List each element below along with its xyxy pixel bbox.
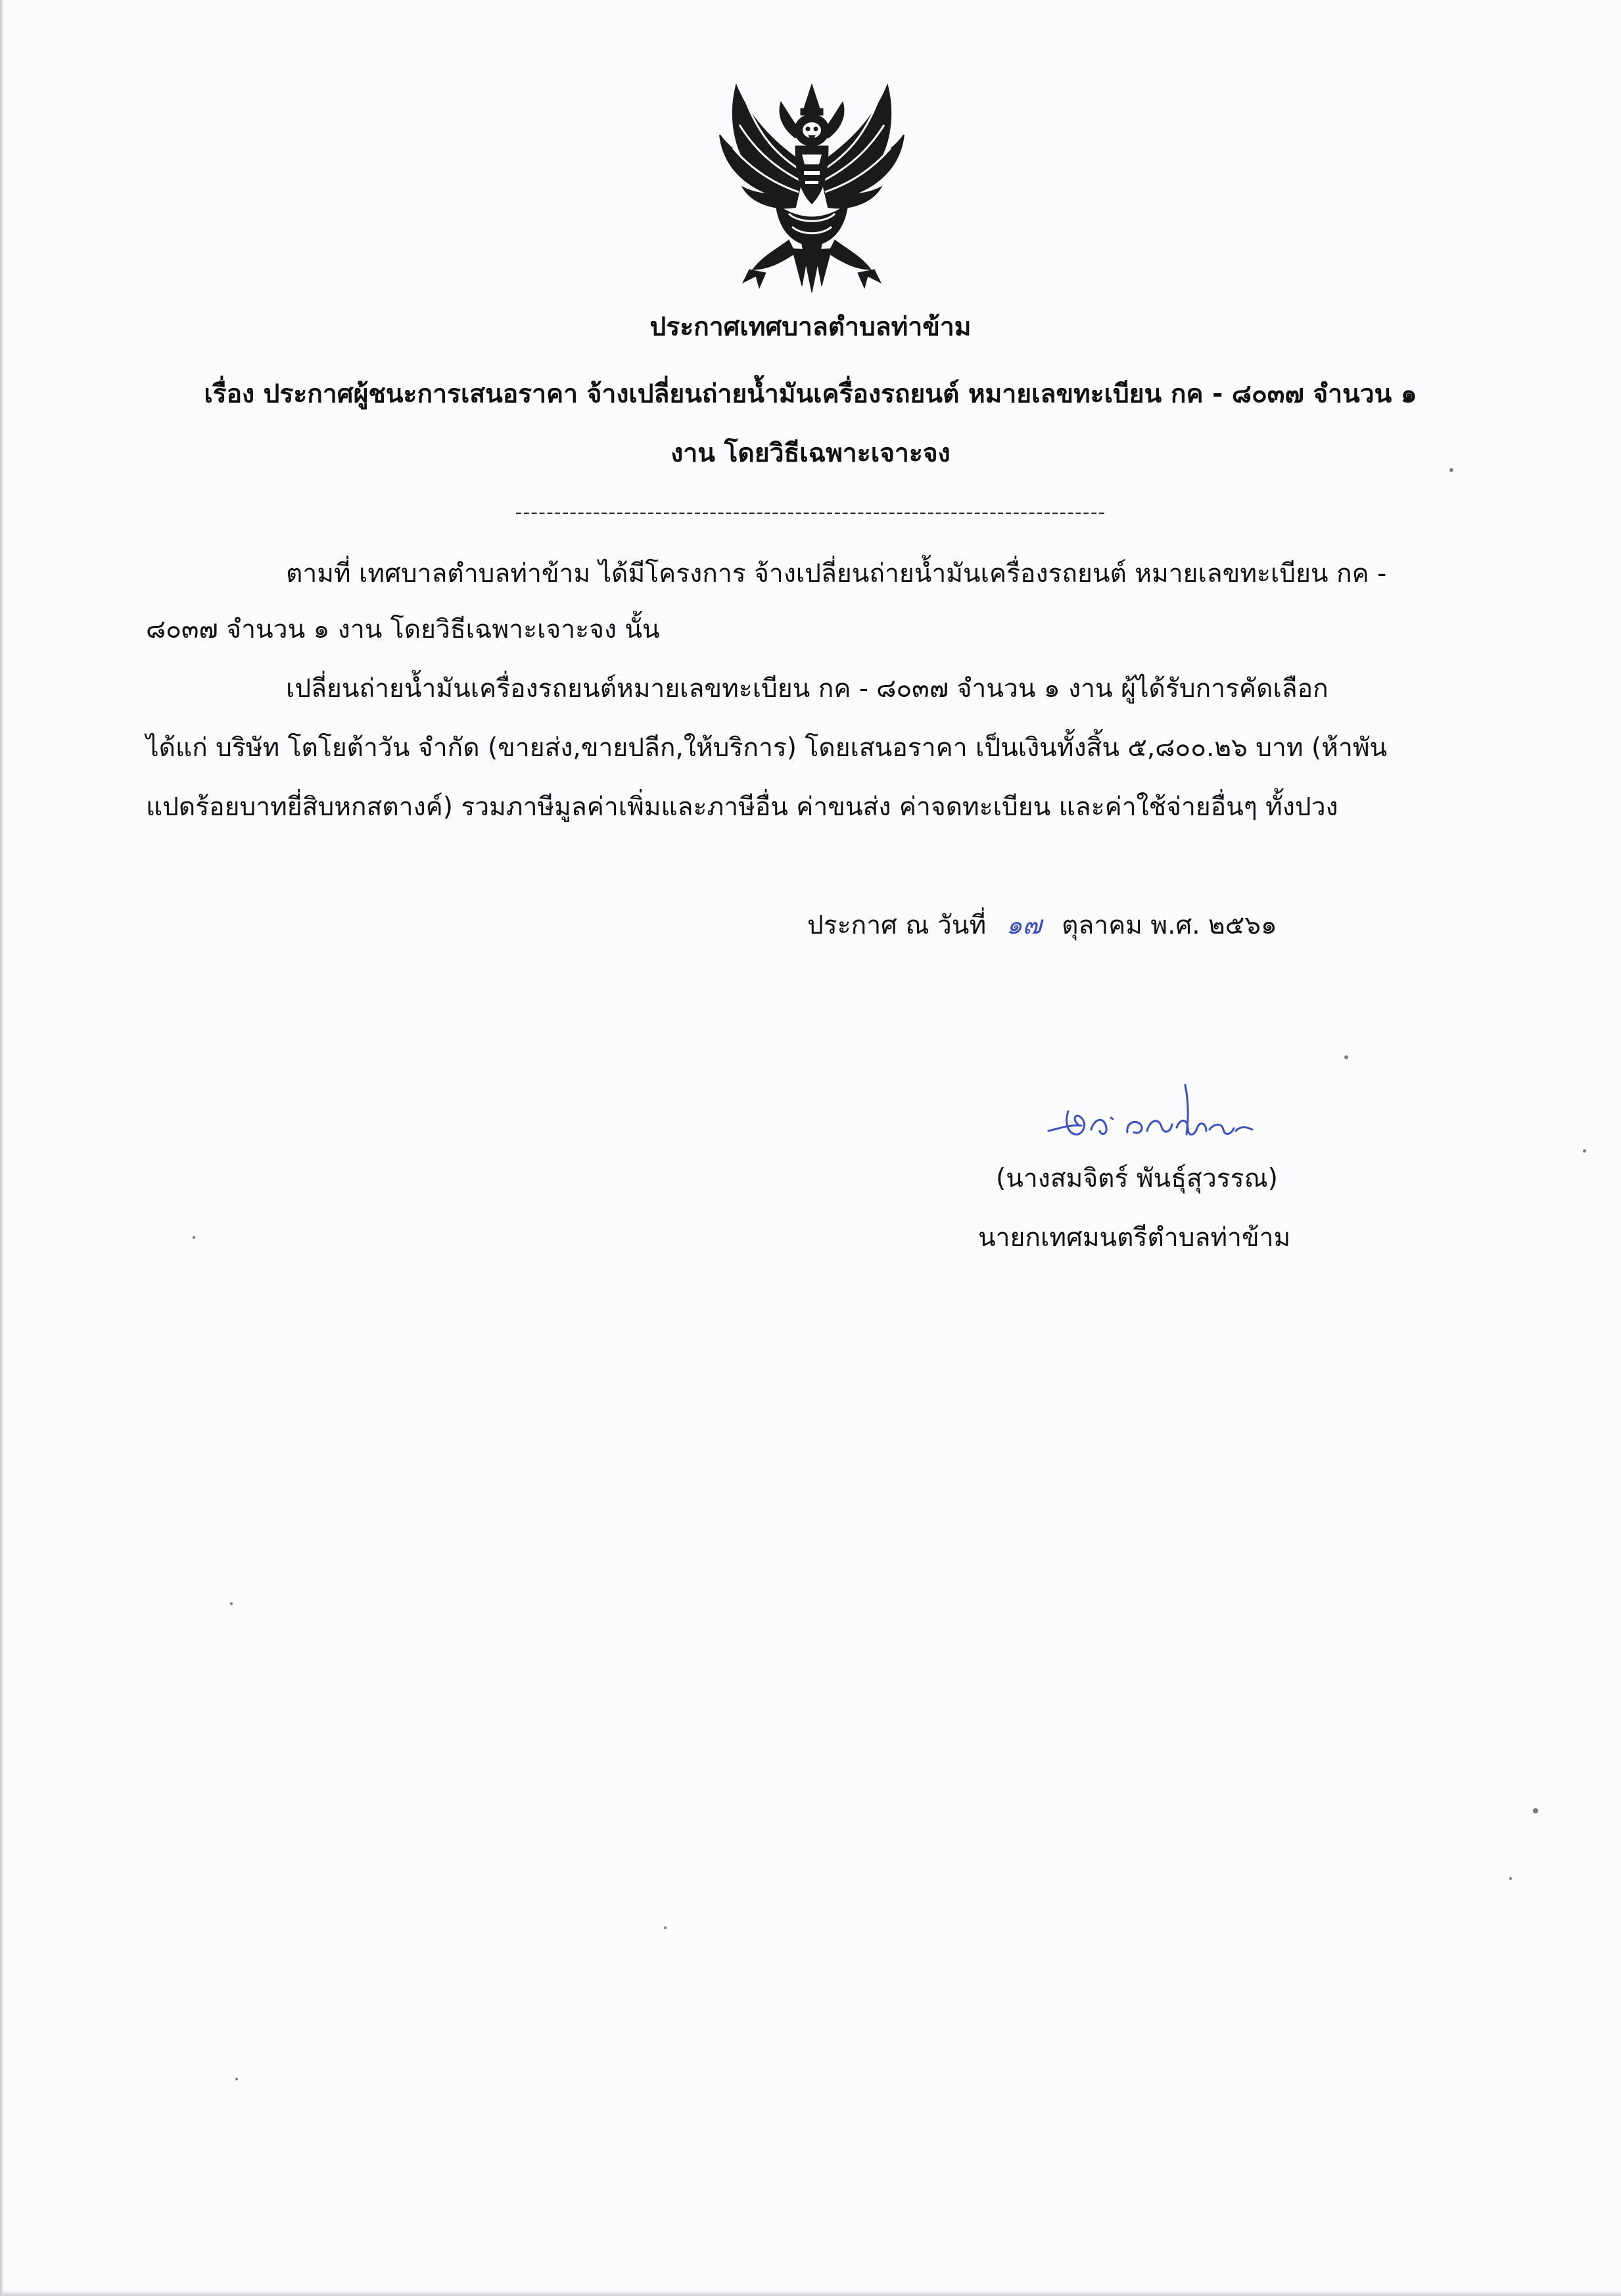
paragraph-1-line-1: ตามที่ เทศบาลตำบลท่าข้าม ได้มีโครงการ จ้างเปลี่ยนถ่ายน้ำมันเครื่องรถยนต์ หมายเลขทะเบียน กค -: [286, 559, 1387, 588]
scan-speck: [193, 1236, 195, 1239]
garuda-emblem-icon: [697, 72, 927, 302]
announcement-date: [807, 907, 1277, 944]
scan-speck: [1449, 468, 1453, 472]
scan-speck: [1509, 1877, 1512, 1880]
scan-bottom-shadow: [0, 2291, 1621, 2296]
date-day-handwritten: ๑๗: [1006, 911, 1042, 940]
date-month-year: ตุลาคม พ.ศ. ๒๕๖๑: [1062, 911, 1277, 940]
signature-icon: [1042, 1072, 1259, 1151]
scan-speck: [664, 1926, 667, 1929]
scan-speck: [1533, 1808, 1538, 1813]
paragraph-2-line-3: แปดร้อยบาทยี่สิบหกสตางค์) รวมภาษีมูลค่าเพิ่มและภาษีอื่น ค่าขนส่ง ค่าจดทะเบียน และค่าใช้จ่ายอื่นๆ ทั้งปวง: [146, 792, 1338, 822]
paragraph-1-line-2: ๘๐๓๗ จำนวน ๑ งาน โดยวิธีเฉพาะเจาะจง นั้น: [146, 615, 660, 644]
scan-speck: [1583, 1149, 1586, 1153]
signatory-name: (นางสมจิตร์ พันธุ์สุวรรณ): [996, 1164, 1279, 1193]
paragraph-2-line-2: ได้แก่ บริษัท โตโยต้าวัน จำกัด (ขายส่ง,ขายปลีก,ให้บริการ) โดยเสนอราคา เป็นเงินทั้งสิ้น ๕,๘๐๐.๒๖ บาท (ห้าพัน: [146, 733, 1388, 763]
scan-speck: [235, 2078, 238, 2080]
divider-line: ----------------------------------------------------------------------------: [515, 501, 1106, 524]
subject-line-1: เรื่อง ประกาศผู้ชนะการเสนอราคา จ้างเปลี่ยนถ่ายน้ำมันเครื่องรถยนต์ หมายเลขทะเบียน กค - ๘๐๓๗ จำนวน ๑: [204, 379, 1417, 409]
scan-speck: [230, 1602, 233, 1605]
signatory-position: นายกเทศมนตรีตำบลท่าข้าม: [978, 1223, 1291, 1253]
scan-speck: [1344, 1055, 1348, 1059]
announcement-title: ประกาศเทศบาลตำบลท่าข้าม: [649, 312, 972, 342]
subject-line-2: งาน โดยวิธีเฉพาะเจาะจง: [670, 439, 951, 468]
paragraph-2-line-1: เปลี่ยนถ่ายน้ำมันเครื่องรถยนต์หมายเลขทะเบียน กค - ๘๐๓๗ จำนวน ๑ งาน ผู้ได้รับการคัดเลือก: [286, 674, 1328, 704]
date-prefix: ประกาศ ณ วันที่: [807, 911, 987, 940]
